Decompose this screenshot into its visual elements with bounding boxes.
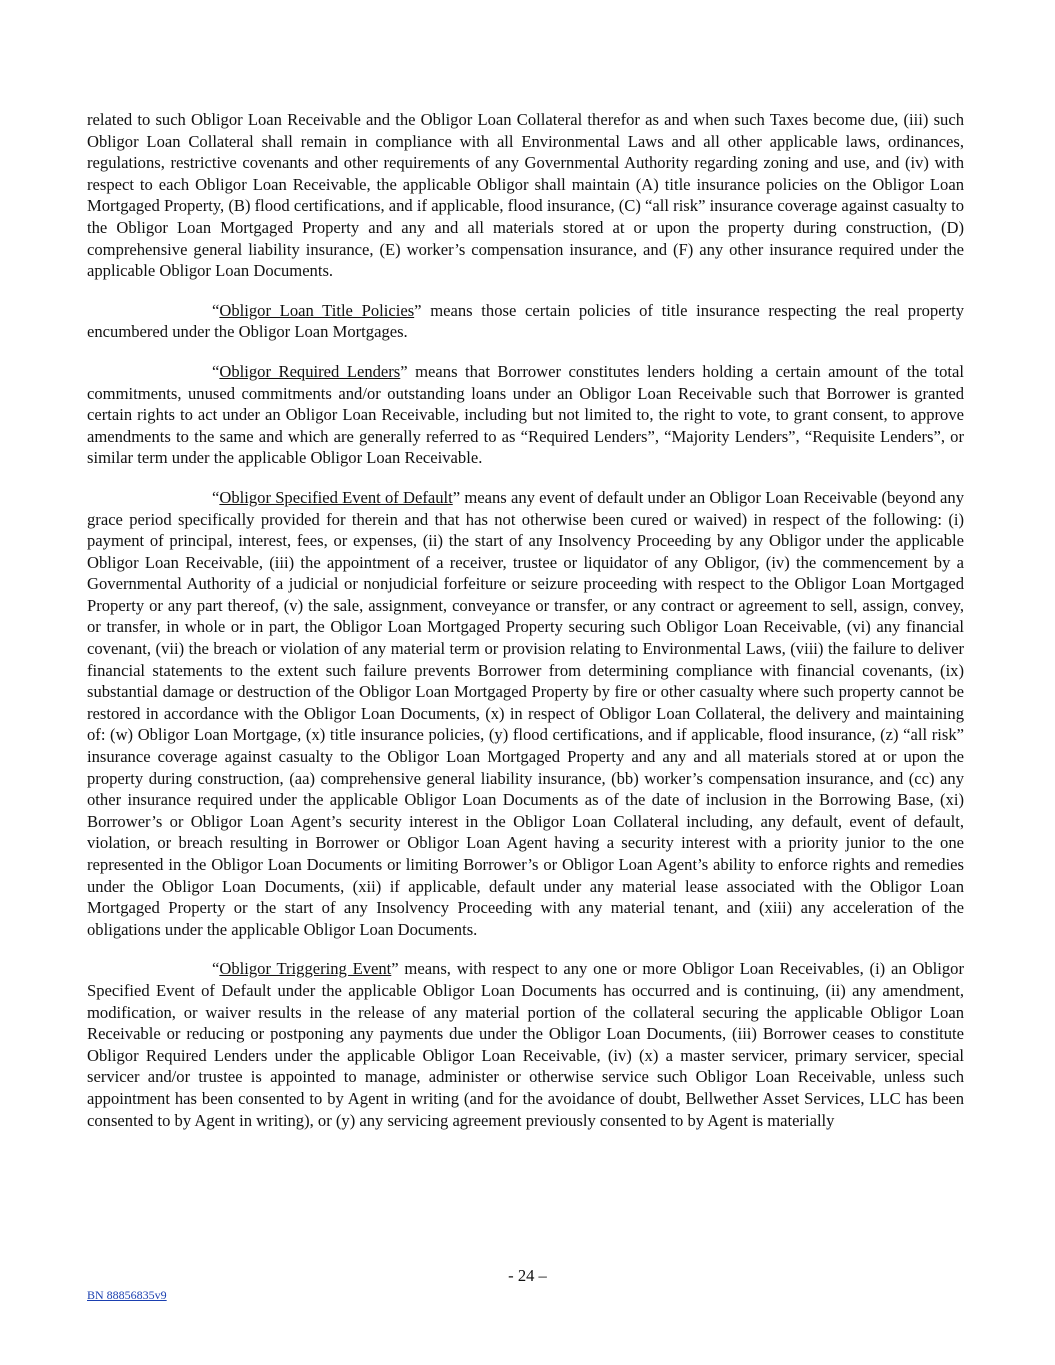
definition-obligor-specified-event-of-default: “Obligor Specified Event of Default” means any event of default under an Obligor Loan Receivable (beyond any grace period specifically provided for therein and that has not otherwise been cured or waived) in respect of the following: (i) payment of principal, interest, fees, or expenses, (ii) the start of any Insolvency Proceeding by any Obligor under the applicable Obligor Loan Receivable, (iii) the appointment of a receiver, trustee or liquidator of any Obligor, (iv) the commencement by a Governmental Authority of a judicial or nonjudicial forfeiture or seizure proceeding with respect to the Obligor Loan Mortgaged Property or any part thereof, (v) the sale, assignment, conveyance or transfer, or any contract or agreement to sell, assign, convey, or transfer, in whole or in part, the Obligor Loan Mortgaged Property securing such Obligor Loan Receivable, (vi) any financial covenant, (vii) the breach or violation of any material term or provision relating to Environmental Laws, (viii) the failure to deliver financial statements to the extent such failure prevents Borrower from determining compliance with financial covenants, (ix) substantial damage or destruction of the Obligor Loan Mortgaged Property by fire or other casualty where such property cannot be restored in accordance with the Obligor Loan Documents, (x) in respect of Obligor Loan Collateral, the delivery and maintaining of: (w) Obligor Loan Mortgage, (x) title insurance policies, (y) flood certifications, and if applicable, flood insurance, (z) “all risk” insurance coverage against casualty to the Obligor Loan Mortgaged Property and any and all materials stored at or upon the property during construction, (aa) comprehensive general liability insurance, (bb) worker’s compensation insurance, and (cc) any other insurance required under the applicable Obligor Loan Documents as of the date of inclusion in the Borrowing Base, (xi) Borrower’s or Obligor Loan Agent’s security interest in the Obligor Loan Collateral including, any default, event of default, violation, or breach resulting in Borrower or Obligor Loan Agent having a security interest with a priority junior to the one represented in the Obligor Loan Documents or limiting Borrower’s or Obligor Loan Agent’s ability to enforce rights and remedies under the Obligor Loan Documents, (xii) if applicable, default under any material lease associated with the Obligor Loan Mortgaged Property or the start of any Insolvency Proceeding with any material tenant, and (xiii) any acceleration of the obligations under the applicable Obligor Loan Documents. — [87, 487, 964, 939]
page-number: - 24 – — [508, 1266, 547, 1285]
defined-term: Obligor Required Lenders — [219, 361, 401, 381]
document-id-link[interactable]: BN 88856835v9 — [87, 1288, 167, 1302]
paragraph-continuation — [87, 109, 964, 282]
defined-term: Obligor Triggering Event — [219, 959, 392, 979]
definition-obligor-loan-title-policies: “Obligor Loan Title Policies” means those certain policies of title insurance respecting the real property encumbered under the Obligor Loan Mortgages. — [87, 300, 965, 342]
defined-term: Obligor Loan Title Policies — [219, 300, 415, 320]
document-body — [87, 109, 964, 1149]
definition-text: ” means any event of default under an Obligor Loan Receivable (beyond any grace period specifically provided for therein and that has not otherwise been cured or waived) in respect of the following: (i) payment of principal, interest, fees, or expenses, (ii) the start of any Insolvency Proceeding by any Obligor under the applicable Obligor Loan Receivable, (iii) the appointment of a receiver, trustee or liquidator of any Obligor, (iv) the commencement by a Governmental Authority of a judicial or nonjudicial forfeiture or seizure proceeding with respect to the Obligor Loan Mortgaged Property or any part thereof, (v) the sale, assignment, conveyance or transfer, or any contract or agreement to sell, assign, convey, or transfer, in whole or in part, the Obligor Loan Mortgaged Property securing such Obligor Loan Receivable, (vi) any financial covenant, (vii) the breach or violation of any material term or provision relating to Environmental Laws, (viii) the failure to deliver financial statements to the extent such failure prevents Borrower from determining compliance with financial covenants, (ix) substantial damage or destruction of the Obligor Loan Mortgaged Property by fire or other casualty where such property cannot be restored in accordance with the Obligor Loan Documents, (x) in respect of Obligor Loan Collateral, the delivery and maintaining of: (w) Obligor Loan Mortgage, (x) title insurance policies, (y) flood certifications, and if applicable, flood insurance, (z) “all risk” insurance coverage against casualty to the Obligor Loan Mortgaged Property and any and all materials stored at or upon the property during construction, (aa) comprehensive general liability insurance, (bb) worker’s compensation insurance, and (cc) any other insurance required under the applicable Obligor Loan Documents as of the date of inclusion in the Borrowing Base, (xi) Borrower’s or Obligor Loan Agent’s security interest in the Obligor Loan Collateral including, any default, event of default, violation, or breach resulting in Borrower or Obligor Loan Agent having a security interest with a priority junior to the one represented in the Obligor Loan Documents or limiting Borrower’s or Obligor Loan Agent’s ability to enforce rights and remedies under the Obligor Loan Documents, (xii) if applicable, default under any material lease associated with the Obligor Loan Mortgaged Property or the start of any Insolvency Proceeding with any material tenant, and (xiii) any acceleration of the obligations under the applicable Obligor Loan Documents. — [87, 487, 964, 939]
paragraph-text: related to such Obligor Loan Receivable and the Obligor Loan Collateral therefor as and when such Taxes become due, (iii) such Obligor Loan Collateral shall remain in compliance with all Environmental Laws and all other applicable laws, ordinances, regulations, restrictive covenants and other requirements of any Governmental Authority regarding zoning and use, and (iv) with respect to each Obligor Loan Receivable, the applicable Obligor shall maintain (A) title insurance policies on the Obligor Loan Mortgaged Property, (B) flood certifications, and if applicable, flood insurance, (C) “all risk” insurance coverage against casualty to the Obligor Loan Mortgaged Property and any and all materials stored at or upon the property during construction, (D) comprehensive general liability insurance, (E) worker’s compensation insurance, and (F) any other insurance required under the applicable Obligor Loan Documents. — [87, 110, 964, 281]
definition-text: ” means that Borrower constitutes lenders holding a certain amount of the total commitments, unused commitments and/or outstanding loans under an Obligor Loan Receivable such that Borrower is granted certain rights to act under an Obligor Loan Receivable, including but not limited to, the right to vote, to grant consent, to approve amendments to the same and which are generally referred to as “Required Lenders”, “Majority Lenders”, “Requisite Lenders”, or similar term under the applicable Obligor Loan Receivable. — [87, 361, 964, 468]
defined-term: Obligor Specified Event of Default — [219, 487, 453, 507]
definition-text: ” means those certain policies of title insurance respecting the real property encumbered under the Obligor Loan Mortgages. — [87, 300, 965, 342]
definition-text: ” means, with respect to any one or more Obligor Loan Receivables, (i) an Obligor Specified Event of Default under the applicable Obligor Loan Documents has occurred and is continuing, (ii) any amendment, modification, or waiver results in the release of any material portion of the collateral securing the applicable Obligor Loan Receivable or reducing or postponing any payments due under the Obligor Loan Documents, (iii) Borrower ceases to constitute Obligor Required Lenders under the applicable Obligor Loan Receivable, (iv) (x) a master servicer, primary servicer, special servicer and/or trustee is appointed to manage, administer or otherwise service such Obligor Loan Receivable, unless such appointment has been consented to by Agent in writing (and for the avoidance of doubt, Bellwether Asset Services, LLC has been consented to by Agent in writing), or (y) any servicing agreement previously consented to by Agent is materially — [87, 959, 965, 1130]
definition-obligor-triggering-event: “Obligor Triggering Event” means, with respect to any one or more Obligor Loan Receivables, (i) an Obligor Specified Event of Default under the applicable Obligor Loan Documents has occurred and is continuing, (ii) any amendment, modification, or waiver results in the release of any material portion of the collateral securing the applicable Obligor Loan Receivable or reducing or postponing any payments due under the Obligor Loan Documents, (iii) Borrower ceases to constitute Obligor Required Lenders under the applicable Obligor Loan Receivable, (iv) (x) a master servicer, primary servicer, special servicer and/or trustee is appointed to manage, administer or otherwise service such Obligor Loan Receivable, unless such appointment has been consented to by Agent in writing (and for the avoidance of doubt, Bellwether Asset Services, LLC has been consented to by Agent in writing), or (y) any servicing agreement previously consented to by Agent is materially — [87, 959, 965, 1130]
definition-obligor-required-lenders: “Obligor Required Lenders” means that Borrower constitutes lenders holding a certain amount of the total commitments, unused commitments and/or outstanding loans under an Obligor Loan Receivable such that Borrower is granted certain rights to act under an Obligor Loan Receivable, including but not limited to, the right to vote, to grant consent, to approve amendments to the same and which are generally referred to as “Required Lenders”, “Majority Lenders”, “Requisite Lenders”, or similar term under the applicable Obligor Loan Receivable. — [87, 361, 964, 468]
